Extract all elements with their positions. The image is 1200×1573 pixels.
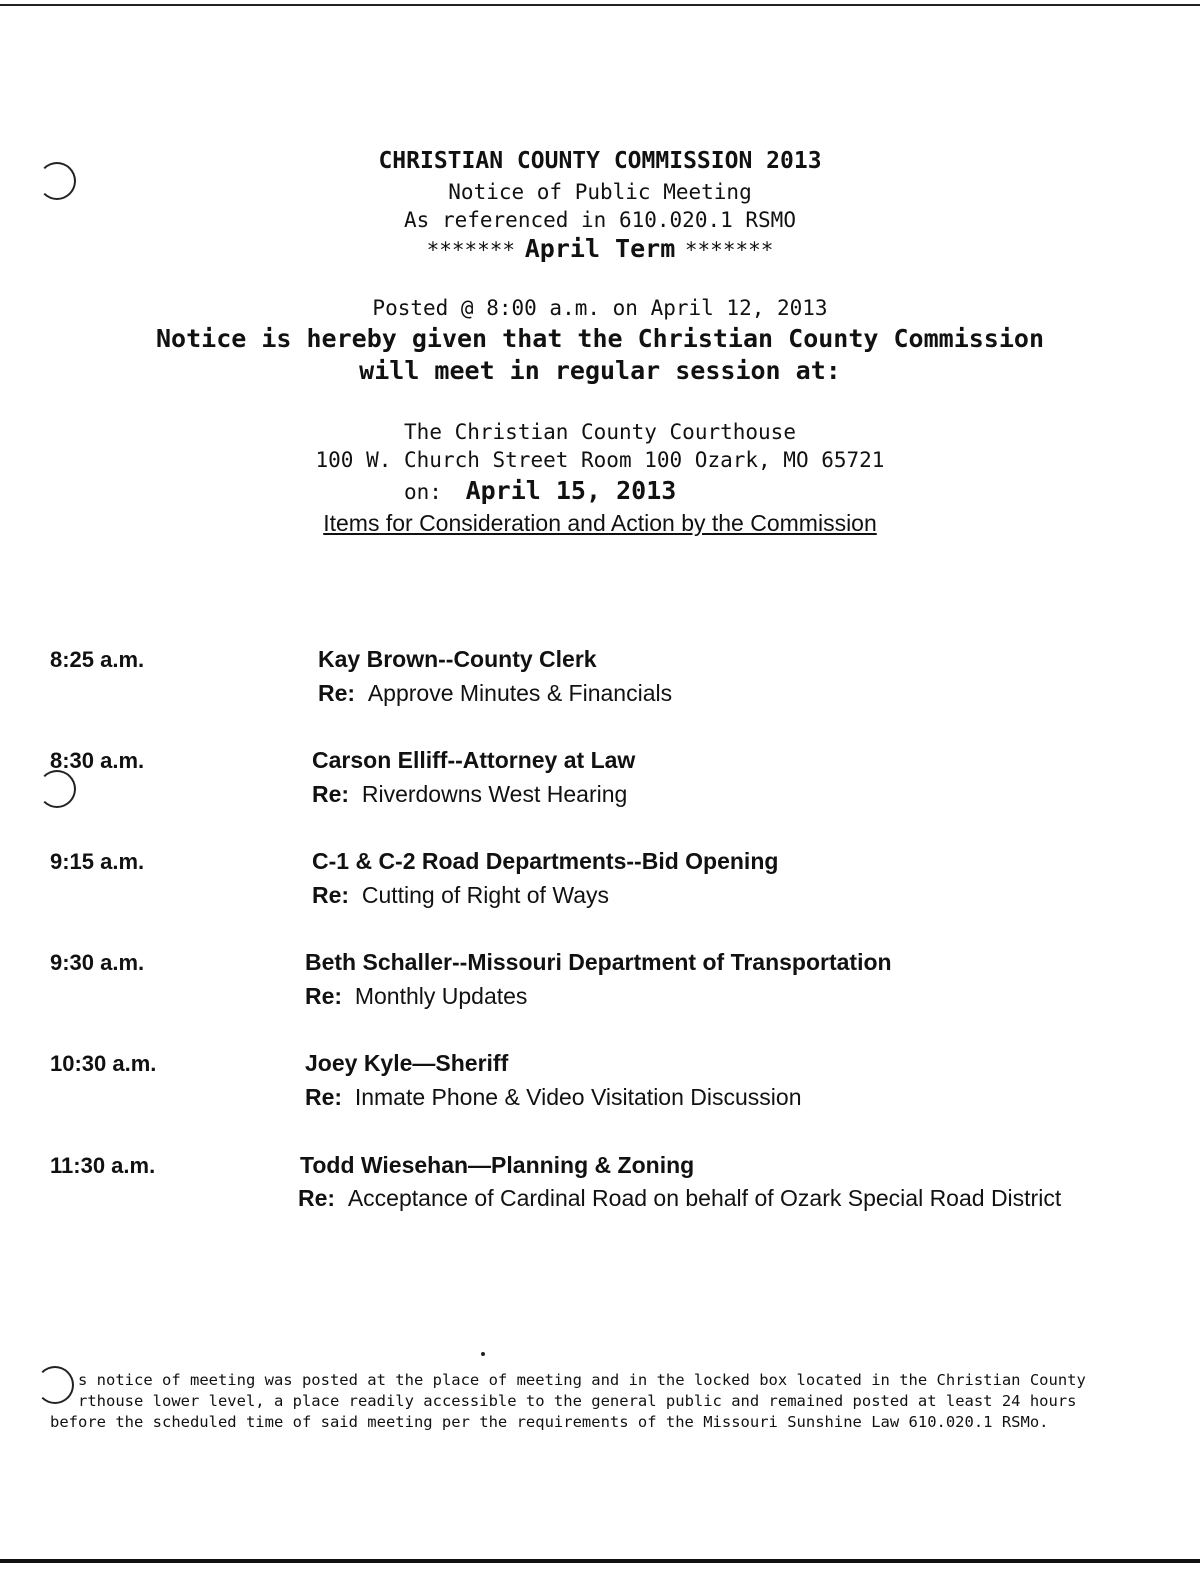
top-border-line — [0, 4, 1200, 6]
bottom-border-line — [0, 1559, 1200, 1563]
agenda-subject-text: Riverdowns West Hearing — [361, 781, 628, 807]
re-label: Re: — [312, 882, 350, 908]
posting-statement — [50, 1370, 1150, 1433]
agenda-subject-text: Approve Minutes & Financials — [367, 680, 673, 706]
re-label: Re: — [298, 1185, 336, 1211]
agenda-time: 9:30 a.m. — [50, 950, 145, 975]
term-stars-right: ******* — [684, 238, 774, 262]
items-heading: Items for Consideration and Action by the Commission — [323, 510, 877, 536]
term-label: April Term — [524, 234, 676, 263]
agenda-subject — [298, 1185, 1061, 1212]
agenda-subject-text: Monthly Updates — [354, 983, 528, 1009]
posting-statement-line: before the scheduled time of said meeting per the requirements of the Missouri Sunshine Law 610.020.1 RSMo. — [50, 1413, 1049, 1431]
statute-reference: As referenced in 610.020.1 RSMO — [404, 208, 796, 232]
re-label: Re: — [305, 983, 343, 1009]
agenda-subject — [305, 1084, 801, 1111]
agenda-presenter: Beth Schaller--Missouri Department of Transportation — [305, 949, 892, 975]
re-label: Re: — [318, 680, 356, 706]
meeting-date-line — [404, 476, 676, 505]
agenda-presenter: Joey Kyle—Sheriff — [305, 1050, 509, 1076]
agenda-presenter: Todd Wiesehan—Planning & Zoning — [300, 1152, 695, 1178]
agenda-time: 8:30 a.m. — [50, 748, 145, 773]
agenda-subject-text: Inmate Phone & Video Visitation Discussion — [354, 1084, 802, 1110]
posting-statement-line: rthouse lower level, a place readily accessible to the general public and remained posted at least 24 hours — [78, 1392, 1077, 1410]
document-subtitle: Notice of Public Meeting — [448, 180, 752, 204]
stray-mark — [481, 1352, 485, 1356]
term-stars-left: ******* — [426, 238, 516, 262]
agenda-subject — [312, 781, 627, 808]
meeting-date: April 15, 2013 — [465, 476, 677, 505]
agenda-subject — [305, 983, 527, 1010]
punch-hole-middle — [38, 770, 76, 808]
on-label: on: — [404, 480, 442, 504]
term-line — [0, 234, 1200, 263]
re-label: Re: — [305, 1084, 343, 1110]
agenda-subject-text: Cutting of Right of Ways — [361, 882, 609, 908]
agenda-presenter: Kay Brown--County Clerk — [318, 646, 597, 672]
agenda-time: 8:25 a.m. — [50, 647, 145, 672]
posted-line: Posted @ 8:00 a.m. on April 12, 2013 — [372, 296, 828, 320]
document-title: CHRISTIAN COUNTY COMMISSION 2013 — [378, 148, 822, 174]
notice-line-2: will meet in regular session at: — [359, 356, 841, 385]
re-label: Re: — [312, 781, 350, 807]
agenda-subject — [318, 680, 672, 707]
agenda-subject-text: Acceptance of Cardinal Road on behalf of Ozark Special Road District — [347, 1185, 1062, 1211]
notice-line-1: Notice is hereby given that the Christian County Commission — [155, 324, 1045, 353]
agenda-time: 11:30 a.m. — [50, 1153, 156, 1178]
agenda-time: 10:30 a.m. — [50, 1051, 157, 1076]
meeting-place: The Christian County Courthouse — [404, 420, 796, 444]
agenda-time: 9:15 a.m. — [50, 849, 145, 874]
agenda-presenter: Carson Elliff--Attorney at Law — [312, 747, 636, 773]
agenda-presenter: C-1 & C-2 Road Departments--Bid Opening — [312, 848, 779, 874]
agenda-subject — [312, 882, 609, 909]
meeting-address: 100 W. Church Street Room 100 Ozark, MO 65721 — [315, 448, 885, 472]
posting-statement-line: s notice of meeting was posted at the place of meeting and in the locked box located in the Christian County — [78, 1371, 1086, 1389]
